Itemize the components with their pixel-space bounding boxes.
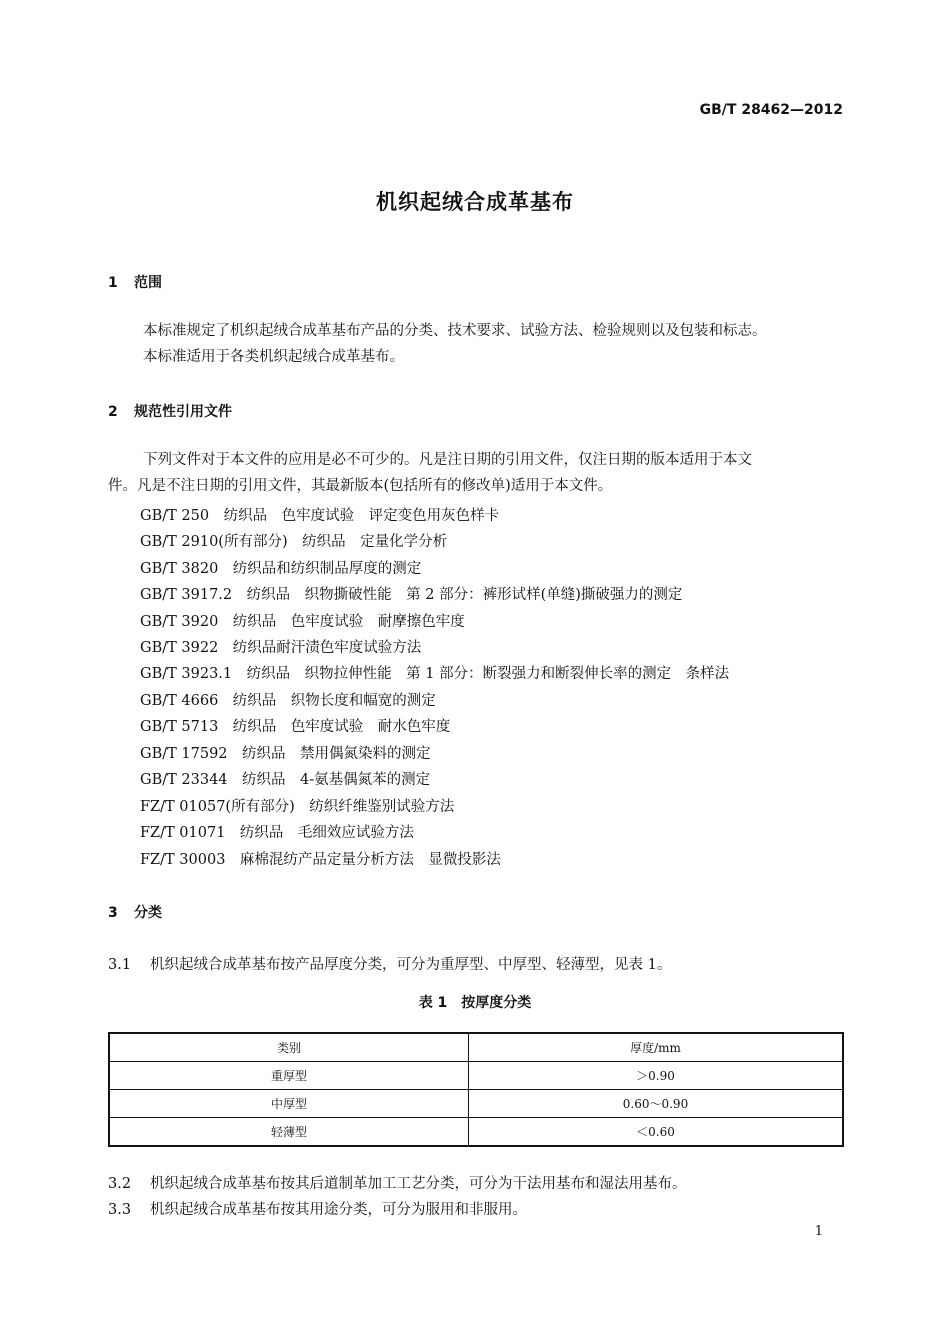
references-intro-line-2: 件。凡是不注日期的引用文件，其最新版本(包括所有的修改单)适用于本文件。 — [108, 478, 613, 494]
reference-item: GB/T 3917.2 纺织品 织物撕破性能 第 2 部分：裤形试样(单缝)撕破强力的测定 — [140, 587, 683, 603]
table-caption: 表 1 按厚度分类 — [418, 995, 532, 1011]
table-row — [109, 1062, 843, 1090]
reference-item: FZ/T 01057(所有部分) 纺织纤维鉴别试验方法 — [140, 799, 455, 815]
scope-paragraph-2: 本标准适用于各类机织起绒合成革基布。 — [143, 349, 404, 365]
table-cell: ＞0.90 — [469, 1062, 844, 1090]
scope-paragraph-1: 本标准规定了机织起绒合成革基布产品的分类、技术要求、试验方法、检验规则以及包装和标志。 — [143, 323, 767, 339]
table-row — [109, 1090, 843, 1118]
reference-item: FZ/T 30003 麻棉混纺产品定量分析方法 显微投影法 — [140, 852, 501, 868]
reference-item: GB/T 23344 纺织品 4-氨基偶氮苯的测定 — [140, 772, 431, 788]
reference-item: FZ/T 01071 纺织品 毛细效应试验方法 — [140, 825, 414, 841]
section-3-heading — [108, 902, 162, 922]
reference-item: GB/T 5713 纺织品 色牢度试验 耐水色牢度 — [140, 719, 451, 735]
reference-item: GB/T 17592 纺织品 禁用偶氮染料的测定 — [140, 746, 431, 762]
section-number: 2 — [108, 404, 118, 420]
section-title: 范围 — [134, 275, 162, 291]
document-title: 机织起绒合成革基布 — [376, 190, 574, 214]
reference-item: GB/T 3923.1 纺织品 织物拉伸性能 第 1 部分：断裂强力和断裂伸长率的测定 条样法 — [140, 666, 730, 682]
section-number: 3 — [108, 905, 118, 921]
table-cell: 中厚型 — [109, 1090, 469, 1118]
reference-item: GB/T 2910(所有部分) 纺织品 定量化学分析 — [140, 534, 448, 550]
clause-3-2 — [108, 1172, 687, 1193]
standard-number: GB/T 28462—2012 — [699, 102, 843, 118]
table-cell: 重厚型 — [109, 1062, 469, 1090]
table-header-cell: 厚度/mm — [469, 1033, 844, 1062]
section-2-heading — [108, 401, 232, 421]
clause-number: 3.1 — [108, 957, 132, 973]
clause-3-3 — [108, 1198, 527, 1219]
page-number: 1 — [814, 1224, 823, 1239]
reference-item: GB/T 4666 纺织品 织物长度和幅宽的测定 — [140, 693, 436, 709]
section-title: 分类 — [134, 905, 162, 921]
clause-text: 机织起绒合成革基布按其后道制革加工工艺分类，可分为干法用基布和湿法用基布。 — [150, 1176, 687, 1192]
clause-3-1 — [108, 953, 671, 974]
table-cell: 0.60～0.90 — [469, 1090, 844, 1118]
section-1-heading — [108, 272, 162, 292]
references-intro-line-1: 下列文件对于本文件的应用是必不可少的。凡是注日期的引用文件，仅注日期的版本适用于本文 — [143, 452, 752, 468]
table-cell: ＜0.60 — [469, 1118, 844, 1147]
table-cell: 轻薄型 — [109, 1118, 469, 1147]
reference-item: GB/T 250 纺织品 色牢度试验 评定变色用灰色样卡 — [140, 508, 500, 524]
table-header-cell: 类别 — [109, 1033, 469, 1062]
clause-number: 3.3 — [108, 1202, 132, 1218]
section-number: 1 — [108, 275, 118, 291]
clause-text: 机织起绒合成革基布按产品厚度分类，可分为重厚型、中厚型、轻薄型，见表 1。 — [150, 957, 672, 973]
thickness-classification-table — [108, 1032, 844, 1147]
clause-number: 3.2 — [108, 1176, 132, 1192]
reference-item: GB/T 3922 纺织品耐汗渍色牢度试验方法 — [140, 640, 422, 656]
clause-text: 机织起绒合成革基布按其用途分类，可分为服用和非服用。 — [150, 1202, 527, 1218]
section-title: 规范性引用文件 — [134, 404, 232, 420]
reference-item: GB/T 3820 纺织品和纺织制品厚度的测定 — [140, 561, 422, 577]
table-header-row — [109, 1033, 843, 1062]
table-row — [109, 1118, 843, 1147]
reference-item: GB/T 3920 纺织品 色牢度试验 耐摩擦色牢度 — [140, 614, 465, 630]
